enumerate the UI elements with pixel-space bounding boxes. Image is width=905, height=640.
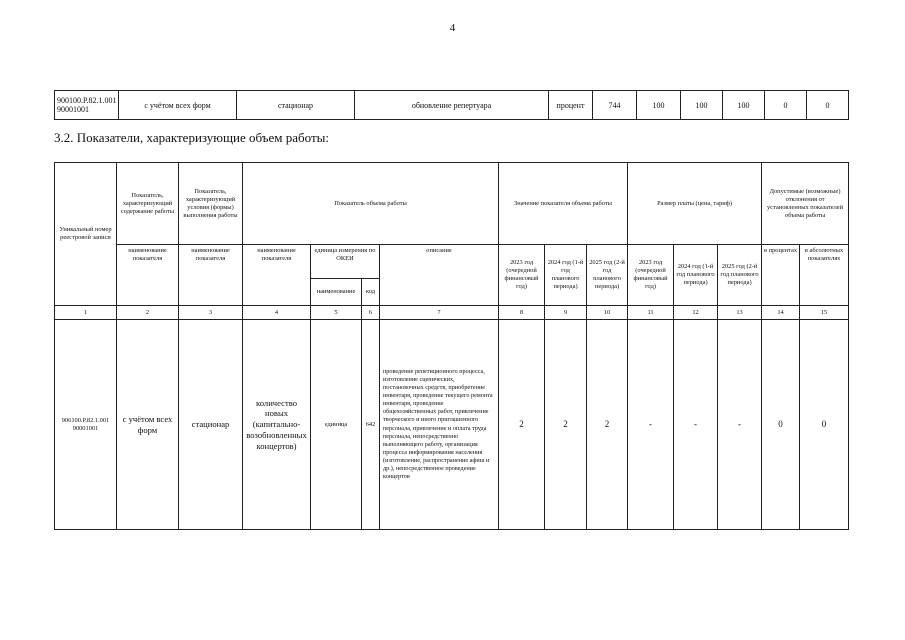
column-number: 2 bbox=[117, 306, 179, 320]
header-year-2024: 2024 год (1-й год планового периода) bbox=[545, 245, 587, 306]
value-2023-cell: 2 bbox=[499, 320, 545, 530]
volume-indicator-table bbox=[54, 162, 849, 530]
deviation-percent-cell: 0 bbox=[762, 320, 800, 530]
page-number: 4 bbox=[449, 22, 456, 34]
unit-code-cell: 642 bbox=[362, 320, 380, 530]
deviation-absolute-cell: 0 bbox=[807, 91, 849, 120]
column-number: 9 bbox=[545, 306, 587, 320]
section-title: 3.2. Показатели, характеризующие объем работы: bbox=[54, 130, 329, 145]
header-value: Значение показателя объема работы bbox=[499, 163, 628, 245]
table-header-row bbox=[55, 163, 849, 245]
header-content: Показатель, характеризующий содержание работы bbox=[117, 163, 179, 245]
header-conditions: Показатель, характеризующий условия (формы) выполнения работы bbox=[179, 163, 243, 245]
table-row bbox=[55, 320, 849, 530]
column-number: 5 bbox=[311, 306, 362, 320]
header-conditions-name: наименование показателя bbox=[179, 245, 243, 306]
column-number-row bbox=[55, 306, 849, 320]
header-fee-2025: 2025 год (2-й год планового периода) bbox=[718, 245, 762, 306]
content-cell: с учётом всех форм bbox=[117, 320, 179, 530]
fee-2023-cell: - bbox=[628, 320, 674, 530]
column-number: 14 bbox=[762, 306, 800, 320]
header-fee-2023: 2023 год (очередной финансовый год) bbox=[628, 245, 674, 306]
unit-name-cell: единица bbox=[311, 320, 362, 530]
column-number: 13 bbox=[718, 306, 762, 320]
conditions-cell: стационар bbox=[179, 320, 243, 530]
column-number: 7 bbox=[380, 306, 499, 320]
header-volume: Показатель объема работы bbox=[243, 163, 499, 245]
column-number: 6 bbox=[362, 306, 380, 320]
conditions-cell: стационар bbox=[237, 91, 355, 120]
header-unit-code: код bbox=[362, 279, 380, 306]
header-fee-2024: 2024 год (1-й год планового периода) bbox=[674, 245, 718, 306]
header-volume-name: наименование показателя bbox=[243, 245, 311, 306]
column-number: 10 bbox=[587, 306, 628, 320]
quality-indicator-table bbox=[54, 90, 849, 120]
header-absolute: в абсолютных показателях bbox=[800, 245, 849, 306]
header-unit-name: наименование bbox=[311, 279, 362, 306]
deviation-percent-cell: 0 bbox=[765, 91, 807, 120]
header-percent: в процентах bbox=[762, 245, 800, 306]
table-row bbox=[55, 91, 849, 120]
registry-cell: 906100.Р.82.1.001 90001001 bbox=[55, 320, 117, 530]
column-number: 1 bbox=[55, 306, 117, 320]
registry-cell: 900100.Р.82.1.001 90001001 bbox=[55, 91, 119, 120]
unit-code-cell: 744 bbox=[593, 91, 637, 120]
unit-name-cell: процент bbox=[549, 91, 593, 120]
column-number: 12 bbox=[674, 306, 718, 320]
header-description: описание bbox=[380, 245, 499, 306]
header-fee: Размер платы (цена, тариф) bbox=[628, 163, 762, 245]
header-year-2025: 2025 год (2-й год планового периода) bbox=[587, 245, 628, 306]
column-number: 4 bbox=[243, 306, 311, 320]
column-number: 15 bbox=[800, 306, 849, 320]
deviation-absolute-cell: 0 bbox=[800, 320, 849, 530]
value-2024-cell: 2 bbox=[545, 320, 587, 530]
header-deviation: Допустимые (возможные) отклонения от установленных показателей объема работы bbox=[762, 163, 849, 245]
table-header-row bbox=[55, 245, 849, 279]
header-unit: единица измерения по ОКЕИ bbox=[311, 245, 380, 279]
fee-2025-cell: - bbox=[718, 320, 762, 530]
fee-2024-cell: - bbox=[674, 320, 718, 530]
value-2025-cell: 100 bbox=[723, 91, 765, 120]
value-2024-cell: 100 bbox=[681, 91, 723, 120]
indicator-name-cell: обновление репертуара bbox=[355, 91, 549, 120]
header-registry: Уникальный номер реестровой записи bbox=[55, 163, 117, 306]
content-cell: с учётом всех форм bbox=[119, 91, 237, 120]
column-number: 11 bbox=[628, 306, 674, 320]
column-number: 3 bbox=[179, 306, 243, 320]
value-2023-cell: 100 bbox=[637, 91, 681, 120]
header-year-2023: 2023 год (очередной финансовый год) bbox=[499, 245, 545, 306]
column-number: 8 bbox=[499, 306, 545, 320]
description-cell: проведение репетиционного процесса, изготовление сценических, постановочных средств, приобретение инвентаря, проведение текущего ремонта инвентаря, проведение общехозяйственных работ, привлечение творческого и иного приглашенного персонала, привлечение и оплата труда персонала, непосредственно выполняющего работу, организация процесса информирования населения (изготовление, распространение афиш и др.), непосредственное проведение концертов bbox=[380, 320, 499, 530]
volume-name-cell: количество новых (капитально-возобновленных концертов) bbox=[243, 320, 311, 530]
value-2025-cell: 2 bbox=[587, 320, 628, 530]
header-content-name: наименование показателя bbox=[117, 245, 179, 306]
